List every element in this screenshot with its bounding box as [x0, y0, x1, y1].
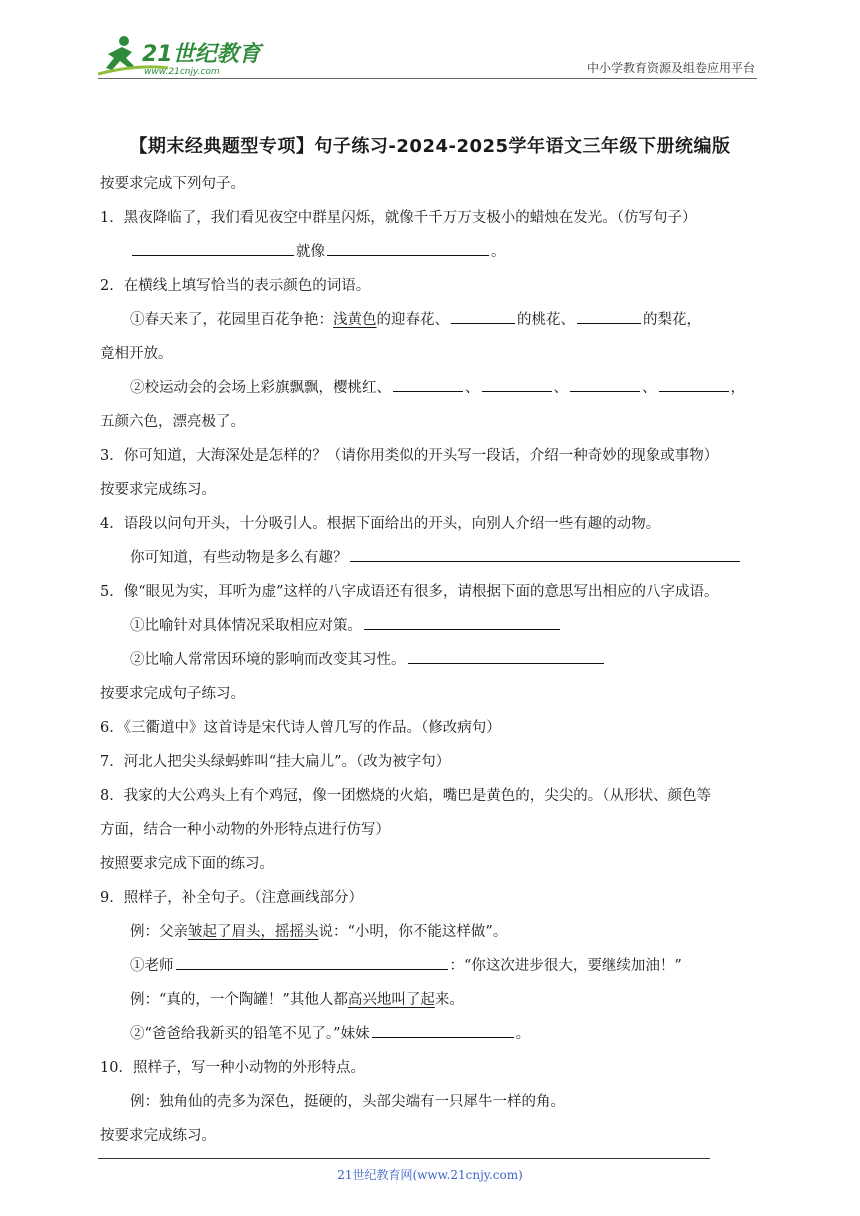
question-1-answer: 就像 。: [130, 240, 506, 261]
answer-blank[interactable]: [393, 376, 463, 392]
question-9: 9．照样子，补全句子。（注意画线部分）: [100, 890, 363, 906]
footer-text: 21世纪教育网(www.21cnjy.com): [337, 1168, 523, 1182]
question-5: 5．像“眼见为实，耳听为虚”这样的八字成语还有很多，请根据下面的意思写出相应的八字成语。: [100, 584, 719, 600]
answer-blank[interactable]: [577, 308, 641, 324]
logo: [98, 34, 273, 78]
question-7: 7．河北人把尖头绿蚂蚱叫“挂大扁儿”。（改为被字句）: [100, 754, 451, 770]
answer-blank[interactable]: [350, 546, 740, 562]
question-4-answer: 你可知道，有些动物是多么有趣？: [130, 546, 742, 567]
header-platform-text: 中小学教育资源及组卷应用平台: [586, 61, 755, 75]
question-2a-cont: 竟相开放。: [100, 346, 173, 362]
question-4: 4．语段以问句开头，十分吸引人。根据下面给出的开头，向别人介绍一些有趣的动物。: [100, 516, 661, 532]
question-6: 6．《三衢道中》这首诗是宋代诗人曾几写的作品。（修改病句）: [100, 720, 501, 736]
question-10-example: 例：独角仙的壳多为深色，挺硬的，头部尖端有一只犀牛一样的角。: [130, 1094, 565, 1110]
question-5a: ①比喻针对具体情况采取相应对策。: [130, 614, 562, 635]
logo-text: 21世纪教育: [142, 42, 261, 67]
question-10: 10．照样子，写一种小动物的外形特点。: [100, 1060, 365, 1076]
question-8: 8．我家的大公鸡头上有个鸡冠，像一团燃烧的火焰，嘴巴是黄色的，尖尖的。（从形状、颜色等: [100, 788, 711, 804]
question-3: 3．你可知道，大海深处是怎样的？（请你用类似的开头写一段话，介绍一种奇妙的现象或事物）: [100, 448, 719, 464]
question-9-example-1: 例：父亲皱起了眉头，摇摇头说：“小明，你不能这样做”。: [130, 924, 508, 940]
answer-blank[interactable]: [327, 240, 489, 256]
answer-blank[interactable]: [176, 954, 448, 970]
section-instruction: 按要求完成练习。: [100, 1128, 216, 1144]
answer-blank[interactable]: [659, 376, 729, 392]
footer-divider: [98, 1158, 710, 1159]
answer-blank[interactable]: [482, 376, 552, 392]
question-1: 1．黑夜降临了，我们看见夜空中群星闪烁，就像千千万万支极小的蜡烛在发光。（仿写句子）: [100, 210, 697, 226]
question-2b-cont: 五颜六色，漂亮极了。: [100, 414, 245, 430]
page-title: 【期末经典题型专项】句子练习-2024-2025学年语文三年级下册统编版: [129, 136, 731, 157]
answer-blank[interactable]: [570, 376, 640, 392]
header-divider: [98, 78, 757, 79]
page-header: [0, 0, 860, 85]
question-9a: ①老师 ：“你这次进步很大，要继续加油！”: [130, 954, 682, 975]
answer-blank[interactable]: [408, 648, 604, 664]
answer-blank[interactable]: [132, 240, 294, 256]
section-instruction: 按要求完成练习。: [100, 482, 216, 498]
question-9b: ②“爸爸给我新买的铅笔不见了。”妹妹 。: [130, 1022, 530, 1043]
answer-blank[interactable]: [364, 614, 560, 630]
section-instruction: 按要求完成句子练习。: [100, 686, 245, 702]
section-instruction: 按照要求完成下面的练习。: [100, 856, 274, 872]
answer-blank[interactable]: [372, 1022, 514, 1038]
logo-url: www.21cnjy.com: [144, 67, 220, 77]
question-2b: ②校运动会的会场上彩旗飘飘，樱桃红、 、 、 、 ，: [130, 376, 745, 397]
question-5b: ②比喻人常常因环境的影响而改变其习性。: [130, 648, 606, 669]
question-2a: ①春天来了，花园里百花争艳：浅黄色的迎春花、 的桃花、 的梨花，: [130, 308, 701, 329]
question-9-example-2: 例：“真的，一个陶罐！”其他人都高兴地叫了起来。: [130, 992, 464, 1008]
question-2: 2．在横线上填写恰当的表示颜色的词语。: [100, 278, 371, 294]
question-8-cont: 方面，结合一种小动物的外形特点进行仿写）: [100, 822, 390, 838]
section-instruction: 按要求完成下列句子。: [100, 176, 245, 192]
answer-blank[interactable]: [451, 308, 515, 324]
